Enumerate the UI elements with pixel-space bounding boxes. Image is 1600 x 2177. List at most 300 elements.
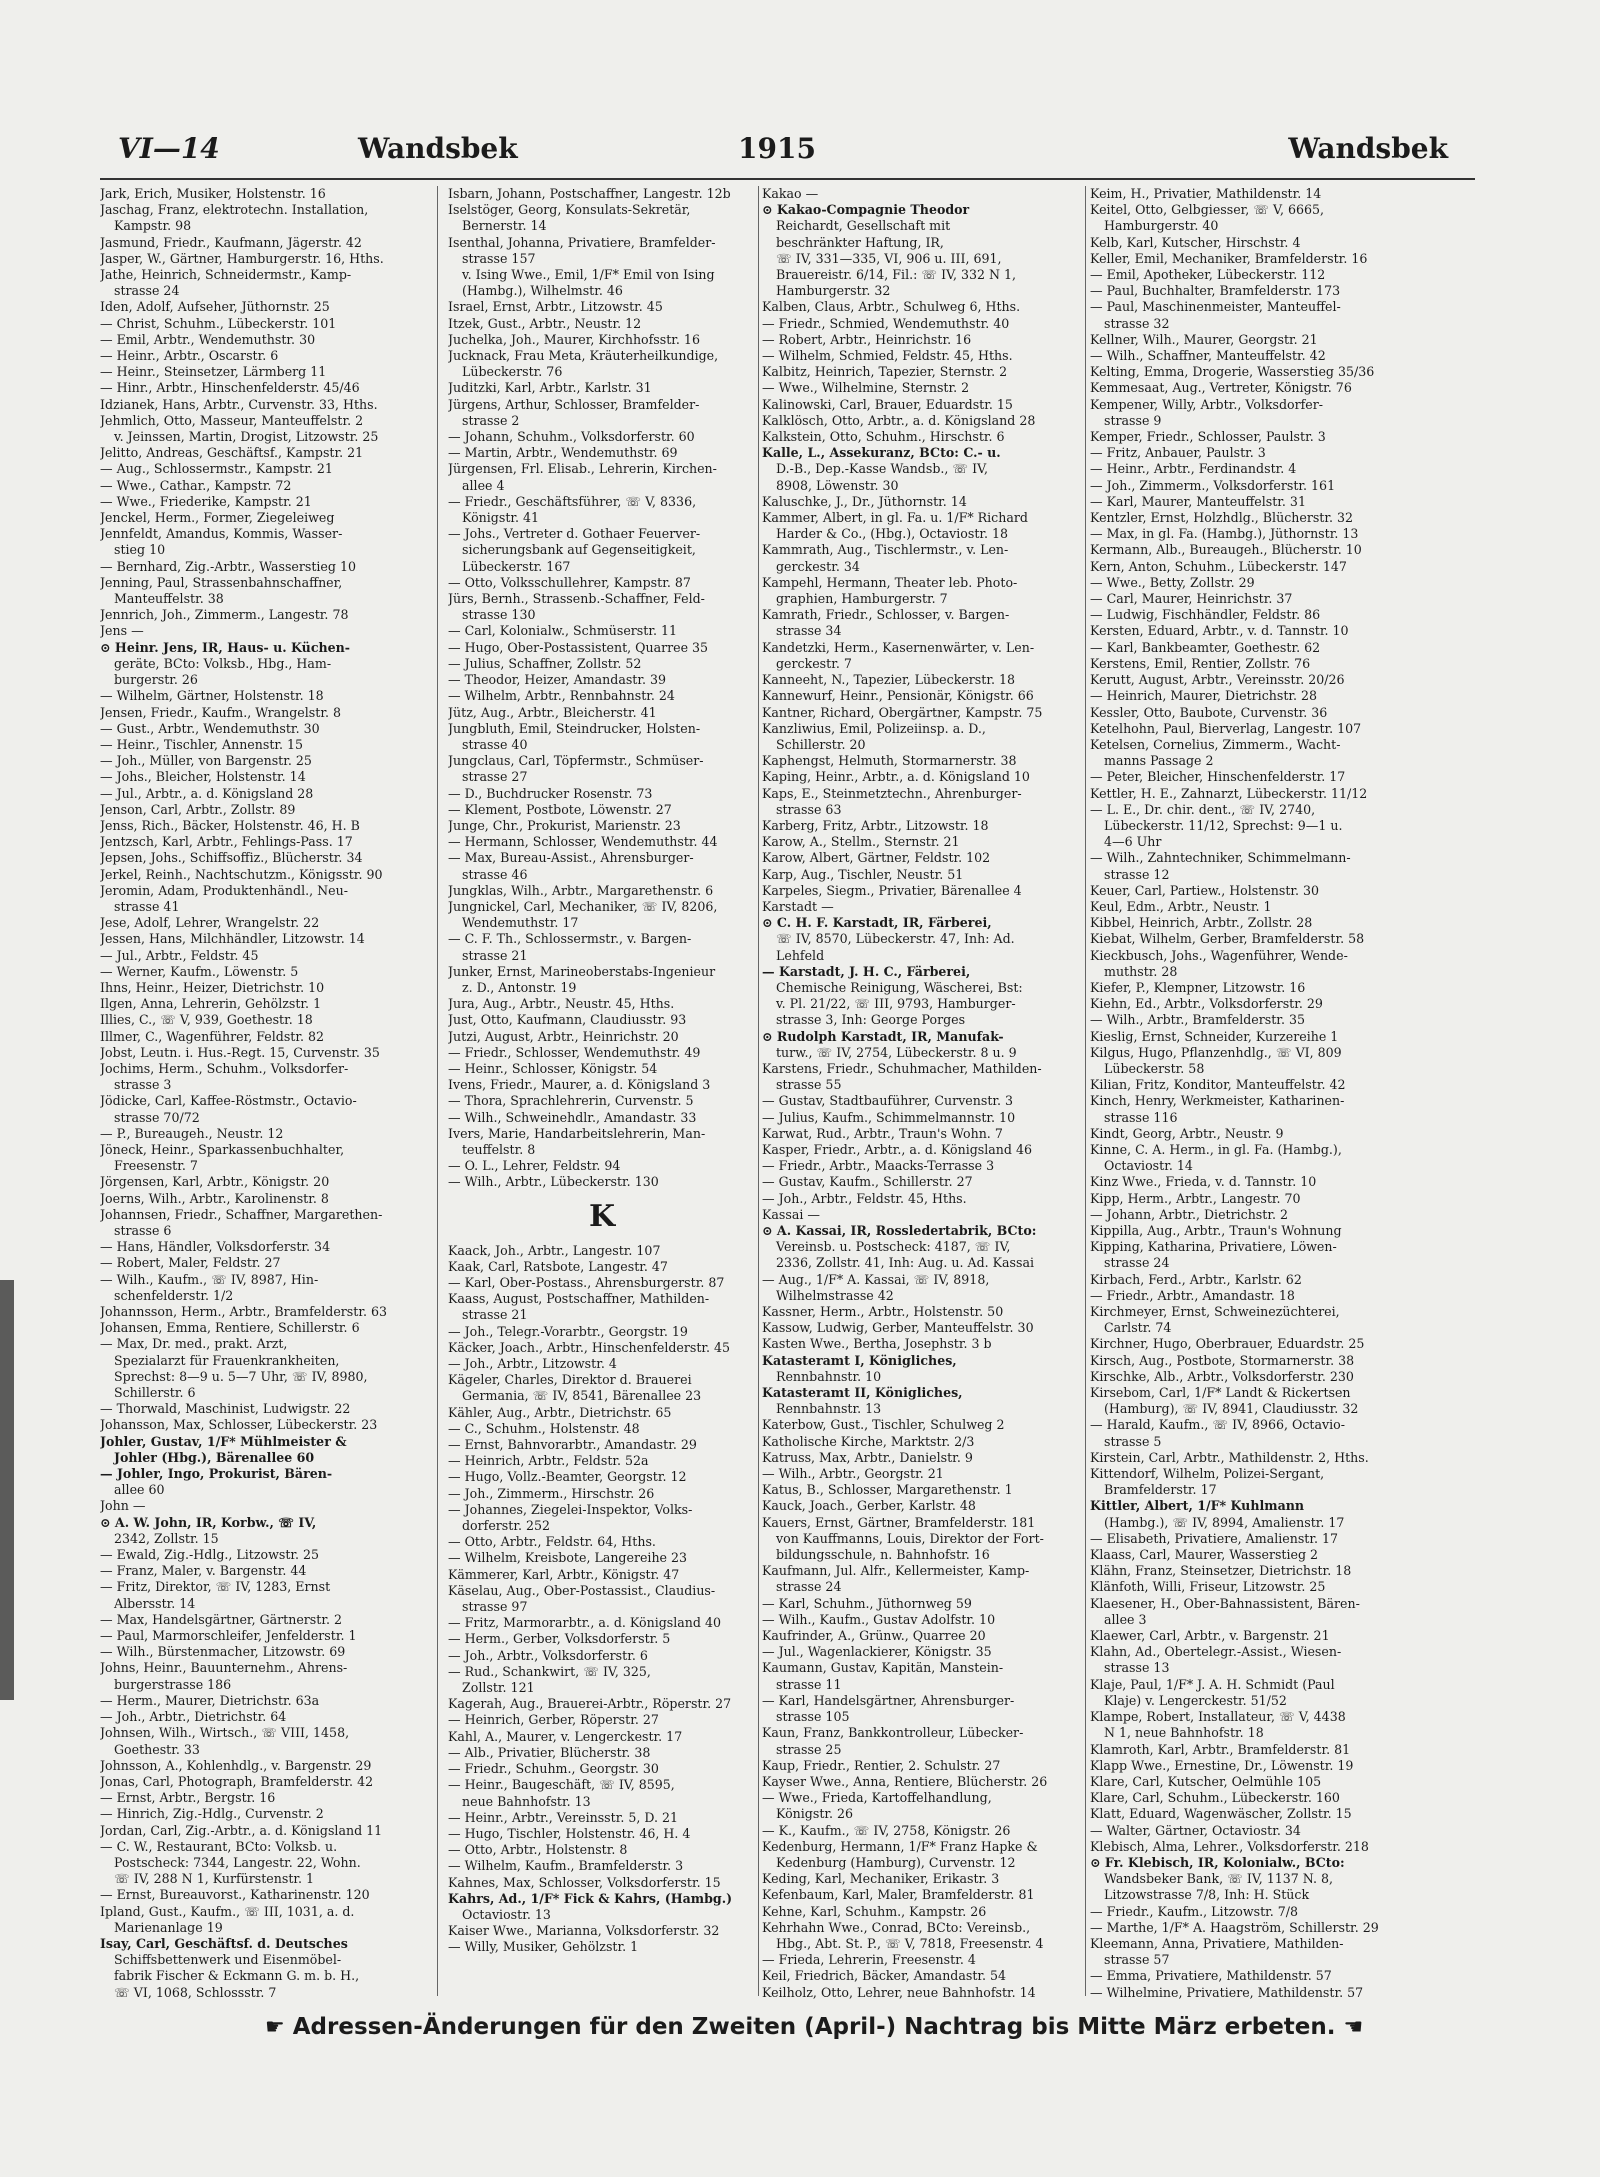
directory-entry-line: Jentzsch, Karl, Arbtr., Fehlings-Pass. 17 [100,834,353,850]
directory-entry-line: allee 4 [462,477,505,493]
directory-entry-line: strasse 2 [462,412,520,428]
directory-entry-line: Kinch, Henry, Werkmeister, Katharinen- [1090,1093,1345,1109]
directory-entry-line: Kandetzki, Herm., Kasernenwärter, v. Len- [762,639,1035,655]
directory-entry-line: Kammer, Albert, in gl. Fa. u. 1/F* Richard [762,510,1028,526]
directory-entry-line: strasse 6 [114,1223,172,1238]
directory-entry-line: Hamburgerstr. 40 [1104,218,1219,234]
directory-entry-line: Kirbach, Ferd., Arbtr., Karlstr. 62 [1090,1271,1302,1287]
directory-entry-line: Katruss, Max, Arbtr., Danielstr. 9 [762,1449,973,1465]
directory-entry-line: — Theodor, Heizer, Amandastr. 39 [448,672,667,688]
directory-entry-line: — Gustav, Kaufm., Schillerstr. 27 [762,1174,973,1190]
directory-entry-line: Karow, A., Stellm., Sternstr. 21 [762,834,960,850]
directory-entry-line: — Ewald, Zig.-Hdlg., Litzowstr. 25 [100,1547,320,1563]
directory-entry-line: Kaping, Heinr., Arbtr., a. d. Königsland 10 [762,769,1030,785]
directory-entry-line: Jobst, Leutn. i. Hus.-Regt. 15, Curvenstr. 35 [100,1044,380,1060]
directory-entry-line: Keim, H., Privatier, Mathildenstr. 14 [1090,186,1322,201]
directory-entry-line: Kähler, Aug., Arbtr., Dietrichstr. 65 [448,1404,672,1420]
directory-entry-line: Klampe, Robert, Installateur, ☏ V, 4438 [1090,1709,1346,1725]
directory-entry-line: Wilhelmstrasse 42 [776,1287,894,1303]
directory-entry-line: — Thorwald, Maschinist, Ludwigstr. 22 [100,1401,351,1417]
directory-entry-line: — Wilhelmine, Privatiere, Mathildenstr. 57 [1090,1984,1364,2000]
directory-entry-line: Kerstens, Emil, Rentier, Zollstr. 76 [1090,655,1311,671]
directory-entry-line: Karstadt — [762,898,834,914]
directory-entry-line: Jungclaus, Carl, Töpfermstr., Schmüser- [448,753,704,769]
directory-entry-line: (Hambg.), ☏ IV, 8994, Amalienstr. 17 [1104,1514,1345,1530]
directory-entry-line: Jasper, W., Gärtner, Hamburgerstr. 16, Hths. [100,250,384,266]
directory-entry-line: Lehfeld [776,947,825,963]
directory-entry-line: Jütz, Aug., Arbtr., Bleicherstr. 41 [448,704,657,720]
directory-entry-line: bildungsschule, n. Bahnhofstr. 16 [776,1547,990,1563]
directory-entry-line: — Heinr., Arbtr., Vereinsstr. 5, D. 21 [448,1809,679,1825]
directory-entry-line: strasse 13 [1104,1660,1170,1676]
directory-entry-line: Jochims, Herm., Schuhm., Volksdorfer- [100,1060,349,1076]
directory-entry-line: Junge, Chr., Prokurist, Marienstr. 23 [448,817,681,833]
binding-margin-mark [0,1280,14,1700]
directory-entry-line: — Hugo, Ober-Postassistent, Quarree 35 [448,639,709,655]
directory-entry-line: Kaumann, Gustav, Kapitän, Manstein- [762,1660,1004,1676]
directory-entry-line: Kassner, Herm., Arbtr., Holstenstr. 50 [762,1304,1004,1320]
directory-entry-line: Kayser Wwe., Anna, Rentiere, Blücherstr. 26 [762,1773,1048,1789]
directory-entry-line: ☏ VI, 1068, Schlossstr. 7 [114,1984,277,2000]
directory-entry-line: Kermann, Alb., Bureaugeh., Blücherstr. 10 [1090,542,1362,558]
directory-entry-line: Jungbluth, Emil, Steindrucker, Holsten- [448,720,701,736]
directory-entry-line: Johnsen, Wilh., Wirtsch., ☏ VIII, 1458, [100,1725,350,1741]
directory-entry-line: Kittler, Albert, 1/F* Kuhlmann [1090,1498,1305,1514]
directory-entry-line: strasse 63 [776,801,842,817]
directory-entry-line: ⊙ A. Kassai, IR, Rossledertabrik, BCto: [762,1223,1037,1238]
directory-entry-line: Keilholz, Otto, Lehrer, neue Bahnhofstr. 14 [762,1984,1036,2000]
directory-entry-line: Ihns, Heinr., Heizer, Dietrichstr. 10 [100,979,325,995]
directory-entry-line: dorferstr. 252 [462,1518,551,1534]
directory-entry-line: strasse 105 [776,1709,850,1725]
directory-entry-line: allee 3 [1104,1611,1147,1627]
directory-entry-line: — Karl, Schuhm., Jüthornweg 59 [762,1595,972,1611]
directory-entry-line: Kelting, Emma, Drogerie, Wasserstieg 35/36 [1090,364,1375,380]
directory-entry-line: strasse 57 [1104,1952,1170,1968]
directory-entry-line: Jasmund, Friedr., Kaufmann, Jägerstr. 42 [100,234,362,250]
directory-entry-line: Jenss, Rich., Bäcker, Holstenstr. 46, H. B [100,817,360,833]
directory-entry-line: — Gustav, Stadtbauführer, Curvenstr. 3 [762,1093,1014,1109]
directory-entry-line: — Wilh., Schweinehdlr., Amandastr. 33 [448,1109,697,1125]
directory-entry-line: Klaesener, H., Ober-Bahnassistent, Bären- [1090,1595,1360,1611]
directory-entry-line: Isenthal, Johanna, Privatiere, Bramfelder- [448,234,716,250]
column-divider [437,186,438,1996]
footer-text: Adressen-Änderungen für den Zweiten (April-) Nachtrag bis Mitte März erbeten. [292,2014,1336,2040]
directory-entry-line: Jese, Adolf, Lehrer, Wrangelstr. 22 [100,915,320,931]
directory-entry-line: — Friedr., Schlosser, Wendemuthstr. 49 [448,1044,701,1060]
directory-entry-line: v. Jeinssen, Martin, Drogist, Litzowstr. 25 [114,429,379,445]
directory-entry-line: — L. E., Dr. chir. dent., ☏ IV, 2740, [1090,801,1316,817]
column-divider [758,186,759,1996]
directory-entry-line: — Joh., Arbtr., Feldstr. 45, Hths. [762,1190,967,1206]
directory-entry-line: Kiebat, Wilhelm, Gerber, Bramfelderstr. 58 [1090,931,1365,947]
directory-entry-line: — Joh., Zimmerm., Hirschstr. 26 [448,1485,655,1501]
directory-entry-line: Lübeckerstr. 167 [462,558,571,574]
pointing-hand-icon: ☚ [1343,2015,1364,2040]
directory-entry-line: ⊙ Kakao-Compagnie Theodor [762,202,970,218]
directory-entry-line: Juchelka, Joh., Maurer, Kirchhofsstr. 16 [448,331,700,347]
directory-entry-line: Kaup, Friedr., Rentier, 2. Schulstr. 27 [762,1757,1001,1773]
directory-entry-line: Katasteramt II, Königliches, [762,1385,963,1401]
directory-entry-line: — Wwe., Wilhelmine, Sternstr. 2 [762,380,970,396]
directory-entry-line: — Martin, Arbtr., Wendemuthstr. 69 [448,445,678,461]
directory-entry-line: Bernerstr. 14 [462,218,547,234]
directory-entry-line: turw., ☏ IV, 2754, Lübeckerstr. 8 u. 9 [776,1044,1017,1060]
directory-entry-line: — Johannes, Ziegelei-Inspektor, Volks- [448,1501,693,1517]
directory-entry-line: Katerbow, Gust., Tischler, Schulweg 2 [762,1417,1005,1433]
directory-entry-line: — Joh., Müller, von Bargenstr. 25 [100,753,312,769]
directory-entry-line: Kannewurf, Heinr., Pensionär, Königstr. 66 [762,688,1034,704]
directory-entry-line: stieg 10 [114,542,166,558]
directory-entry-line: Joerns, Wilh., Arbtr., Karolinenstr. 8 [100,1190,329,1206]
directory-entry-line: Isbarn, Johann, Postschaffner, Langestr. 12b [448,186,731,201]
directory-entry-line: — Otto, Arbtr., Holstenstr. 8 [448,1842,628,1858]
directory-entry-line: Kauck, Joach., Gerber, Karlstr. 48 [762,1498,976,1514]
directory-entry-line: strasse 157 [462,250,536,266]
directory-entry-line: — Friedr., Kaufm., Litzowstr. 7/8 [1090,1903,1299,1919]
directory-entry-line: strasse 55 [776,1077,842,1093]
directory-entry-line: (Hambg.), Wilhelmstr. 46 [462,283,623,299]
directory-entry-line: 2336, Zollstr. 41, Inh: Aug. u. Ad. Kassai [776,1255,1035,1271]
directory-entry-line: Keding, Karl, Mechaniker, Erikastr. 3 [762,1871,1000,1887]
directory-entry-line: Königstr. 26 [776,1806,854,1822]
directory-entry-line: — Rud., Schankwirt, ☏ IV, 325, [448,1663,651,1679]
directory-entry-line: Jelitto, Andreas, Geschäftsf., Kampstr. 21 [100,445,364,461]
directory-entry-line: — Joh., Zimmerm., Volksdorferstr. 161 [1090,477,1336,493]
directory-entry-line: strasse 9 [1104,412,1162,428]
directory-entry-line: Ketelhohn, Paul, Bierverlag, Langestr. 107 [1090,720,1362,736]
directory-entry-line: Kalben, Claus, Arbtr., Schulweg 6, Hths. [762,299,1021,315]
directory-entry-line: geräte, BCto: Volksb., Hbg., Ham- [114,655,332,671]
directory-entry-line: — Wilh., Kaufm., Gustav Adolfstr. 10 [762,1611,996,1627]
directory-entry-line: Kempener, Willy, Arbtr., Volksdorfer- [1090,396,1324,412]
directory-entry-line: ⊙ Heinr. Jens, IR, Haus- u. Küchen- [100,639,351,655]
directory-entry-line: — Willy, Musiker, Gehölzstr. 1 [448,1939,639,1955]
directory-entry-line: schenfelderstr. 1/2 [114,1287,234,1303]
directory-entry-line: Reichardt, Gesellschaft mit [776,218,951,234]
directory-entry-line: ☏ IV, 8570, Lübeckerstr. 47, Inh: Ad. [776,931,1015,947]
directory-entry-line: — Hinr., Arbtr., Hinschenfelderstr. 45/46 [100,380,360,396]
directory-entry-line: — Carl, Kolonialw., Schmüserstr. 11 [448,623,677,639]
directory-entry-line: Jöneck, Heinr., Sparkassenbuchhalter, [100,1141,345,1157]
directory-entry-line: — Wilhelm, Arbtr., Rennbahnstr. 24 [448,688,675,704]
directory-entry-line: — Ernst, Arbtr., Bergstr. 16 [100,1790,276,1806]
directory-entry-line: Hbg., Abt. St. P., ☏ V, 7818, Freesenstr. 4 [776,1935,1044,1951]
directory-entry-line: Kanzliwius, Emil, Polizeiinsp. a. D., [762,720,986,736]
directory-entry-line: muthstr. 28 [1104,963,1178,979]
directory-entry-line: Harder & Co., (Hbg.), Octaviostr. 18 [776,526,1009,542]
directory-entry-line: — Karstadt, J. H. C., Färberei, [762,963,971,979]
directory-entry-line: Kaps, E., Steinmetztechn., Ahrenburger- [762,785,1022,801]
directory-entry-line: Klebisch, Alma, Lehrer., Volksdorferstr. 218 [1090,1838,1369,1854]
directory-entry-line: — Karl, Bankbeamter, Goethestr. 62 [1090,639,1321,655]
directory-entry-line: — Friedr., Schuhm., Georgstr. 30 [448,1761,659,1777]
directory-entry-line: — Otto, Volksschullehrer, Kampstr. 87 [448,574,691,590]
directory-entry-line: — Heinrich, Arbtr., Feldstr. 52a [448,1453,649,1469]
directory-entry-line: — Aug., 1/F* A. Kassai, ☏ IV, 8918, [762,1271,990,1287]
directory-entry-line: — Christ, Schuhm., Lübeckerstr. 101 [100,315,337,331]
directory-entry-line: Kedenburg (Hamburg), Curvenstr. 12 [776,1854,1016,1870]
directory-entry-line: strasse 27 [462,769,528,785]
directory-entry-line: Litzowstrasse 7/8, Inh: H. Stück [1104,1887,1310,1903]
directory-entry-line: Kern, Anton, Schuhm., Lübeckerstr. 147 [1090,558,1347,574]
directory-entry-line: strasse 25 [776,1741,842,1757]
directory-entry-line: Kersten, Eduard, Arbtr., v. d. Tannstr. 10 [1090,623,1349,639]
directory-entry-line: Israel, Ernst, Arbtr., Litzowstr. 45 [448,299,663,315]
directory-entry-line: Kelb, Karl, Kutscher, Hirschstr. 4 [1090,234,1301,250]
directory-entry-line: Kaufrinder, A., Grünw., Quarree 20 [762,1628,986,1644]
directory-entry-line: — Friedr., Schmied, Wendemuthstr. 40 [762,315,1010,331]
directory-entry-line: N 1, neue Bahnhofstr. 18 [1104,1725,1264,1741]
directory-entry-line: — Joh., Arbtr., Litzowstr. 4 [448,1356,617,1372]
directory-entry-line: — Wilhelm, Kreisbote, Langereihe 23 [448,1550,688,1566]
directory-entry-line: — Bernhard, Zig.-Arbtr., Wasserstieg 10 [100,558,356,574]
directory-entry-line: Kahnes, Max, Schlosser, Volksdorferstr. 15 [448,1874,721,1890]
directory-entry-line: — Elisabeth, Privatiere, Amalienstr. 17 [1090,1530,1339,1546]
directory-entry-line: von Kauffmanns, Louis, Direktor der Fort- [776,1530,1044,1546]
directory-entry-line: — Julius, Kaufm., Schimmelmannstr. 10 [762,1109,1016,1125]
directory-entry-line: — Friedr., Geschäftsführer, ☏ V, 8336, [448,493,697,509]
directory-entry-line: Rennbahnstr. 13 [776,1401,882,1417]
directory-entry-line: D.-B., Dep.-Kasse Wandsb., ☏ IV, [776,461,989,477]
directory-entry-line: Kaun, Franz, Bankkontrolleur, Lübecker- [762,1725,1024,1741]
directory-entry-line: Kellner, Wilh., Maurer, Georgstr. 21 [1090,331,1318,347]
directory-entry-line: — Joh., Arbtr., Dietrichstr. 64 [100,1709,287,1725]
directory-entry-line: Ivens, Friedr., Maurer, a. d. Königsland 3 [448,1077,711,1093]
directory-entry-line: Klahn, Ad., Obertelegr.-Assist., Wiesen- [1090,1644,1342,1660]
directory-entry-line: — Alb., Privatier, Blücherstr. 38 [448,1744,651,1760]
directory-entry-line: — Heinr., Steinsetzer, Lärmberg 11 [100,364,327,380]
directory-entry-line: — Julius, Schaffner, Zollstr. 52 [448,655,642,671]
directory-entry-line: Karpeles, Siegm., Privatier, Bärenallee 4 [762,882,1022,898]
directory-entry-line: Katasteramt I, Königliches, [762,1352,957,1368]
directory-entry-line: Jerkel, Reinh., Nachtschutzm., Königsstr. 90 [100,866,383,882]
directory-entry-line: fabrik Fischer & Eckmann G. m. b. H., [114,1968,360,1984]
column-2-k-entries [448,1243,756,1956]
directory-entry-line: ⊙ A. W. John, IR, Korbw., ☏ IV, [100,1514,317,1530]
directory-entry-line: Idzianek, Hans, Arbtr., Curvenstr. 33, Hths. [100,396,378,412]
directory-entry-line: strasse 12 [1104,866,1170,882]
header-year: 1915 [738,132,816,165]
directory-entry-line: 8908, Löwenstr. 30 [776,477,899,493]
directory-entry-line: — Wilh., Arbtr., Bramfelderstr. 35 [1090,1012,1305,1028]
directory-entry-line: Kamrath, Friedr., Schlosser, v. Bargen- [762,607,1010,623]
directory-entry-line: — Johler, Ingo, Prokurist, Bären- [100,1466,333,1482]
directory-entry-line: Karow, Albert, Gärtner, Feldstr. 102 [762,850,991,866]
directory-entry-line: Kasten Wwe., Bertha, Josephstr. 3 b [762,1336,992,1352]
directory-entry-line: strasse 32 [1104,315,1170,331]
directory-entry-line: ☏ IV, 288 N 1, Kurfürstenstr. 1 [114,1871,315,1887]
directory-entry-line: ⊙ C. H. F. Karstadt, IR, Färberei, [762,915,992,931]
directory-entry-line: Kagerah, Aug., Brauerei-Arbtr., Röperstr. 27 [448,1696,732,1712]
directory-entry-line: Keuer, Carl, Partiew., Holstenstr. 30 [1090,882,1320,898]
directory-entry-line: z. D., Antonstr. 19 [462,979,577,995]
directory-entry-line: Jeromin, Adam, Produktenhändl., Neu- [100,882,348,898]
directory-entry-line: Johansen, Emma, Rentiere, Schillerstr. 6 [100,1320,360,1336]
directory-entry-line: sicherungsbank auf Gegenseitigkeit, [462,542,696,558]
directory-entry-line: Kaufmann, Jul. Alfr., Kellermeister, Kamp- [762,1563,1030,1579]
directory-entry-line: Käcker, Joach., Arbtr., Hinschenfelderstr. 45 [448,1339,731,1355]
directory-entry-line: 4—6 Uhr [1104,834,1162,850]
directory-entry-line: Kiefer, P., Klempner, Litzowstr. 16 [1090,979,1306,995]
directory-entry-line: Junker, Ernst, Marineoberstabs-Ingenieur [448,963,716,979]
column-2 [448,186,756,1956]
directory-entry-line: Chemische Reinigung, Wäscherei, Bst: [776,979,1023,995]
directory-entry-line: Ipland, Gust., Kaufm., ☏ III, 1031, a. d. [100,1903,355,1919]
directory-entry-line: — Max, Handelsgärtner, Gärtnerstr. 2 [100,1611,342,1627]
directory-entry-line: (Hamburg), ☏ IV, 8941, Claudiusstr. 32 [1104,1401,1359,1417]
directory-entry-line: Kirstein, Carl, Arbtr., Mathildenstr. 2, Hths. [1090,1449,1369,1465]
directory-entry-line: strasse 3 [114,1077,172,1093]
directory-entry-line: Kalkstein, Otto, Schuhm., Hirschstr. 6 [762,429,1005,445]
directory-entry-line: Jürgens, Arthur, Schlosser, Bramfelder- [448,396,700,412]
directory-entry-line: graphien, Hamburgerstr. 7 [776,591,948,607]
directory-entry-line: Kittendorf, Wilhelm, Polizei-Sergant, [1090,1466,1325,1482]
directory-entry-line: Katholische Kirche, Marktstr. 2/3 [762,1433,975,1449]
directory-entry-line: — Hugo, Tischler, Holstenstr. 46, H. 4 [448,1825,691,1841]
directory-entry-line: Kaphengst, Helmuth, Stormarnerstr. 38 [762,753,1017,769]
directory-entry-line: Kasper, Friedr., Arbtr., a. d. Königsland 46 [762,1141,1033,1157]
directory-entry-line: Jürs, Bernh., Strassenb.-Schaffner, Feld- [448,591,705,607]
directory-entry-line: Kauers, Ernst, Gärtner, Bramfelderstr. 181 [762,1514,1036,1530]
directory-entry-line: Juditzki, Karl, Arbtr., Karlstr. 31 [448,380,652,396]
directory-entry-line: strasse 11 [776,1676,842,1692]
directory-entry-line: burgerstr. 26 [114,672,198,688]
directory-entry-line: — Paul, Buchhalter, Bramfelderstr. 173 [1090,283,1341,299]
directory-entry-line: Albersstr. 14 [114,1595,196,1611]
directory-entry-line: Kerutt, August, Arbtr., Vereinsstr. 20/26 [1090,672,1345,688]
directory-entry-line: Katus, B., Schlosser, Margarethenstr. 1 [762,1482,1013,1498]
directory-entry-line: Kassai — [762,1206,820,1222]
directory-entry-line: Jathe, Heinrich, Schneidermstr., Kamp- [100,267,352,283]
directory-entry-line: — Harald, Kaufm., ☏ IV, 8966, Octavio- [1090,1417,1345,1433]
directory-entry-line: — Walter, Gärtner, Octaviostr. 34 [1090,1822,1301,1838]
directory-entry-line: Jödicke, Carl, Kaffee-Röstmstr., Octavio- [100,1093,357,1109]
directory-entry-line: Klaje, Paul, 1/F* J. A. H. Schmidt (Paul [1090,1676,1335,1692]
directory-entry-line: — Fritz, Marmorarbtr., a. d. Königsland 40 [448,1615,721,1631]
directory-entry-line: Kemper, Friedr., Schlosser, Paulstr. 3 [1090,429,1326,445]
directory-entry-line: — Max, Bureau-Assist., Ahrensburger- [448,850,694,866]
directory-entry-line: — Heinr., Schlosser, Königstr. 54 [448,1060,658,1076]
directory-entry-line: — Paul, Marmorschleifer, Jenfelderstr. 1 [100,1628,357,1644]
directory-entry-line: — Karl, Handelsgärtner, Ahrensburger- [762,1692,1015,1708]
page-number: VI—14 [118,132,220,165]
directory-entry-line: manns Passage 2 [1104,753,1214,769]
directory-entry-line: Kibbel, Heinrich, Arbtr., Zollstr. 28 [1090,915,1313,931]
footer-notice [265,2014,1364,2040]
directory-entry-line: Klänfoth, Willi, Friseur, Litzowstr. 25 [1090,1579,1326,1595]
directory-entry-line: Kaak, Carl, Ratsbote, Langestr. 47 [448,1258,668,1274]
directory-entry-line: — Wilhelm, Kaufm., Bramfelderstr. 3 [448,1858,684,1874]
directory-entry-line: — Emma, Privatiere, Mathildenstr. 57 [1090,1968,1332,1984]
directory-entry-line: Jessen, Hans, Milchhändler, Litzowstr. 14 [100,931,365,947]
directory-entry-line: teuffelstr. 8 [462,1141,536,1157]
directory-entry-line: Karp, Aug., Tischler, Neustr. 51 [762,866,964,882]
directory-entry-line: — Hans, Händler, Volksdorferstr. 34 [100,1239,331,1255]
section-letter-k: K [588,1198,616,1234]
directory-entry-line: ☏ IV, 331—335, VI, 906 u. III, 691, [776,250,1002,266]
directory-entry-line: — Peter, Bleicher, Hinschenfelderstr. 17 [1090,769,1346,785]
directory-entry-line: Kakao — [762,186,819,201]
directory-entry-line: — Joh., Telegr.-Vorarbtr., Georgstr. 19 [448,1323,688,1339]
directory-entry-line: Karstens, Friedr., Schuhmacher, Mathilden- [762,1060,1042,1076]
directory-entry-line: Kammrath, Aug., Tischlermstr., v. Len- [762,542,1009,558]
directory-entry-line: Manteuffelstr. 38 [114,591,224,607]
directory-entry-line: — Wilh., Arbtr., Georgstr. 21 [762,1466,944,1482]
directory-entry-line: — Emil, Arbtr., Wendemuthstr. 30 [100,331,316,347]
directory-entry-line: — Wwe., Friederike, Kampstr. 21 [100,493,312,509]
directory-entry-line: Zollstr. 121 [462,1680,535,1696]
directory-entry-line: Lübeckerstr. 11/12, Sprechst: 9—1 u. [1104,817,1343,833]
directory-entry-line: — Karl, Maurer, Manteuffelstr. 31 [1090,493,1306,509]
directory-entry-line: Klaass, Carl, Maurer, Wasserstieg 2 [1090,1547,1319,1563]
directory-entry-line: — Wwe., Frieda, Kartoffelhandlung, [762,1790,992,1806]
directory-entry-line: Keil, Friedrich, Bäcker, Amandastr. 54 [762,1968,1007,1984]
column-divider [1085,186,1086,1996]
directory-entry-line: Marienanlage 19 [114,1919,223,1935]
directory-entry-line: Schillerstr. 6 [114,1385,196,1401]
directory-entry-line: v. Pl. 21/22, ☏ III, 9793, Hamburger- [776,996,1016,1012]
directory-entry-line: — Wilh., Arbtr., Lübeckerstr. 130 [448,1174,659,1190]
directory-entry-line: Jonas, Carl, Photograph, Bramfelderstr. 42 [100,1773,374,1789]
directory-entry-line: Kampstr. 98 [114,218,192,234]
directory-entry-line: Kampehl, Hermann, Theater leb. Photo- [762,574,1018,590]
directory-entry-line: Itzek, Gust., Arbtr., Neustr. 12 [448,315,642,331]
directory-entry-line: strasse 34 [776,623,842,639]
directory-entry-line: Spezialarzt für Frauenkrankheiten, [114,1352,340,1368]
directory-entry-line: — Johs., Bleicher, Holstenstr. 14 [100,769,306,785]
directory-entry-line: beschränkter Haftung, IR, [776,234,944,250]
directory-entry-line: Jürgensen, Frl. Elisab., Lehrerin, Kirchen- [448,461,717,477]
directory-entry-line: Goethestr. 33 [114,1741,200,1757]
directory-entry-line: — Hinrich, Zig.-Hdlg., Curvenstr. 2 [100,1806,324,1822]
header-left-title: Wandsbek [358,132,518,165]
directory-entry-line: — Karl, Ober-Postass., Ahrensburgerstr. 87 [448,1275,725,1290]
directory-entry-line: Kassow, Ludwig, Gerber, Manteuffelstr. 30 [762,1320,1034,1336]
directory-entry-line: Jenckel, Herm., Former, Ziegeleiweg [100,510,335,526]
directory-entry-line: Kinz Wwe., Frieda, v. d. Tannstr. 10 [1090,1174,1317,1190]
directory-entry-line: Klamroth, Karl, Arbtr., Bramfelderstr. 81 [1090,1741,1351,1757]
column-3 [762,186,1082,2001]
directory-entry-line: strasse 130 [462,607,536,623]
header-right-title: Wandsbek [1288,132,1448,165]
directory-entry-line: Klaewer, Carl, Arbtr., v. Bargenstr. 21 [1090,1628,1330,1644]
directory-entry-line: Schiffsbettenwerk und Eisenmöbel- [114,1952,342,1968]
directory-entry-line: Octaviostr. 13 [462,1906,551,1922]
directory-entry-line: Schillerstr. 20 [776,736,866,752]
directory-entry-line: Ketelsen, Cornelius, Zimmerm., Wacht- [1090,736,1341,752]
directory-entry-line: — Heinrich, Maurer, Dietrichstr. 28 [1090,688,1318,704]
directory-entry-line: Kirchner, Hugo, Oberbrauer, Eduardstr. 25 [1090,1336,1365,1352]
directory-entry-line: Keul, Edm., Arbtr., Neustr. 1 [1090,898,1272,914]
directory-entry-line: Kipp, Herm., Arbtr., Langestr. 70 [1090,1190,1301,1206]
directory-entry-line: — Wilh., Schaffner, Manteuffelstr. 42 [1090,348,1326,364]
directory-entry-line: Jura, Aug., Arbtr., Neustr. 45, Hths. [448,996,675,1012]
directory-entry-line: — Max, Dr. med., prakt. Arzt, [100,1336,288,1352]
directory-entry-line: Karwat, Rud., Arbtr., Traun's Wohn. 7 [762,1125,1003,1141]
directory-entry-line: — Wilh., Bürstenmacher, Litzowstr. 69 [100,1644,346,1660]
directory-entry-line: — Wilhelm, Gärtner, Holstenstr. 18 [100,688,324,704]
directory-entry-line: burgerstrasse 186 [114,1676,232,1692]
directory-entry-line: Germania, ☏ IV, 8541, Bärenallee 23 [462,1388,702,1404]
directory-entry-line: — Emil, Apotheker, Lübeckerstr. 112 [1090,267,1326,283]
directory-entry-line: ⊙ Rudolph Karstadt, IR, Manufak- [762,1028,1004,1044]
directory-entry-line: — C., Schuhm., Holstenstr. 48 [448,1420,640,1436]
directory-entry-line: Sprechst: 8—9 u. 5—7 Uhr, ☏ IV, 8980, [114,1368,368,1384]
directory-entry-line: Postscheck: 7344, Langestr. 22, Wohn. [114,1854,361,1870]
directory-entry-line: strasse 3, Inh: George Porges [776,1012,966,1028]
directory-entry-line: Kippilla, Aug., Arbtr., Traun's Wohnung [1090,1223,1342,1238]
